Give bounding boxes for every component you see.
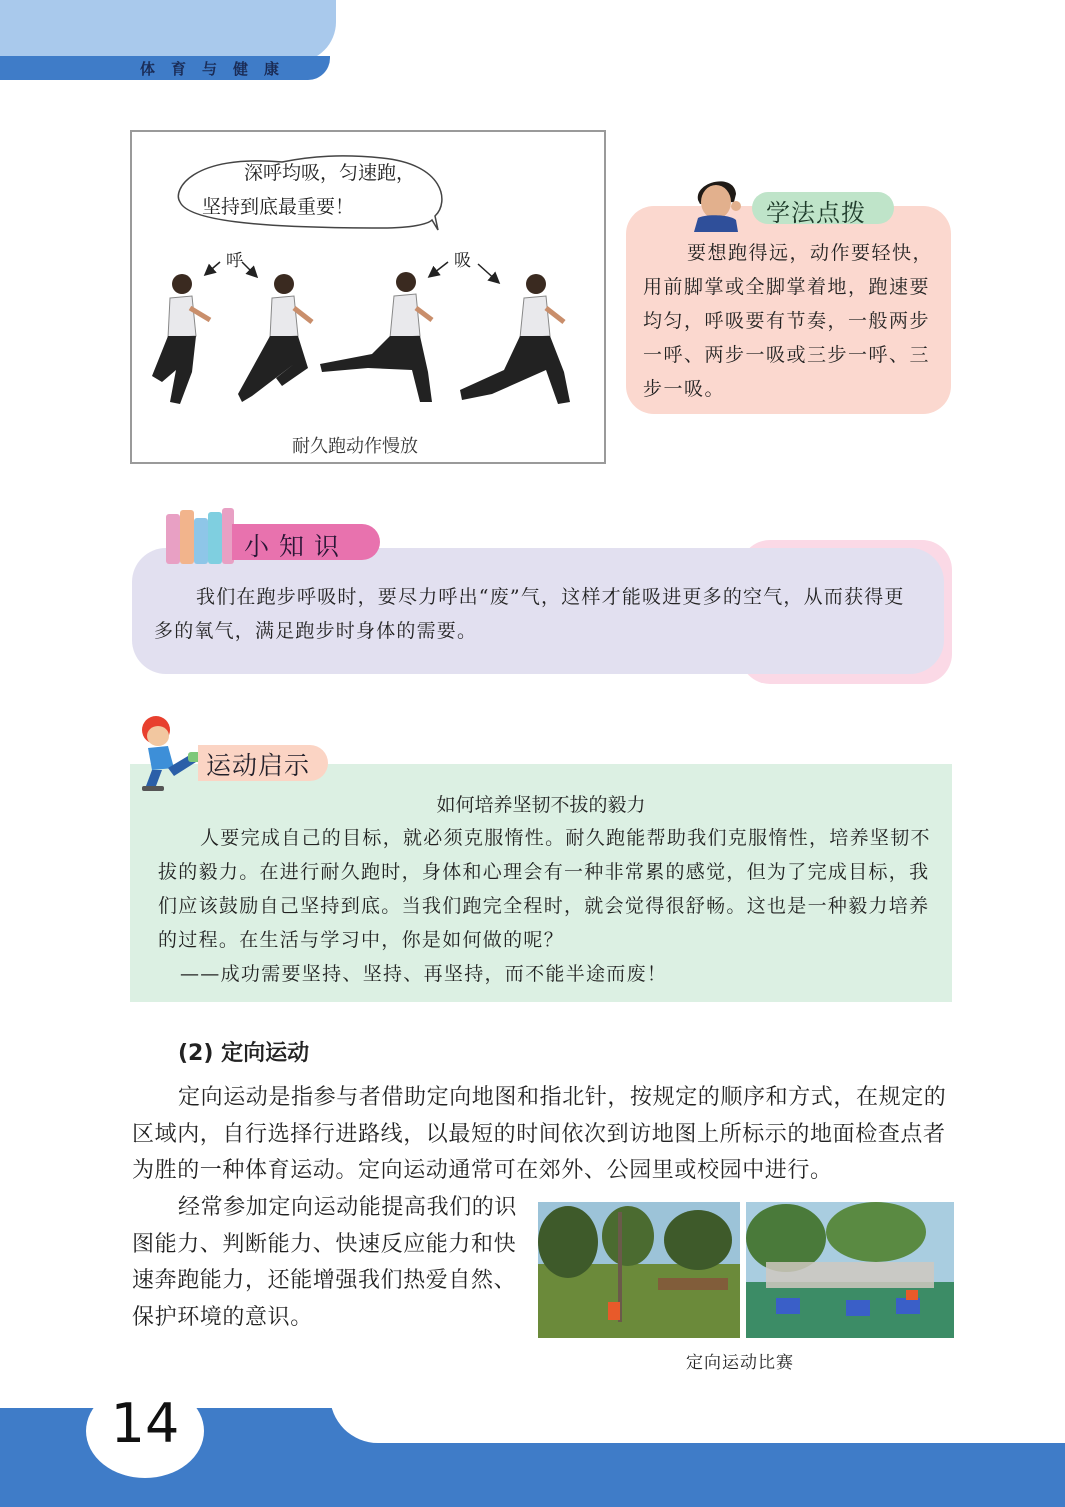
photo-caption: 定向运动比赛: [686, 1353, 794, 1373]
orienteering-paragraph-1: 定向运动是指参与者借助定向地图和指北针，按规定的顺序和方式，在规定的区域内，自行选择行进路线，以最短的时间依次到访地图上所标示的地面检查点者为胜的一种体育运动。定向运动通常可在郊外、公园里或校园中进行。: [132, 1085, 947, 1183]
motivation-text: [158, 821, 934, 991]
section-heading: (2) 定向运动: [178, 1041, 310, 1066]
speech-line-2: 坚持到底最重要！: [202, 196, 355, 218]
teacher-icon: [690, 166, 742, 232]
speech-line-1: 深呼均吸，匀速跑，: [244, 162, 416, 184]
runner-illustration: [132, 132, 604, 462]
running-figure: [130, 130, 606, 464]
motivation-quote: ——成功需要坚持、坚持、再坚持，而不能半途而废！: [180, 963, 668, 985]
footer-notch: [330, 1395, 1065, 1443]
motivation-title: 运动启示: [206, 751, 311, 780]
header-light-band: [0, 0, 336, 62]
inhale-label: 吸: [454, 251, 471, 271]
orienteering-photo-track: [746, 1202, 954, 1338]
orienteering-photo-park: [538, 1202, 740, 1338]
books-icon: [164, 506, 236, 564]
knowledge-title: 小知识: [244, 532, 350, 561]
knowledge-text: 我们在跑步呼吸时，要尽力呼出“废”气，这样才能吸进更多的空气，从而获得更多的氧气，满足跑步时身体的需要。: [154, 586, 905, 642]
motivation-paragraph: 人要完成自己的目标，就必须克服惰性。耐久跑能帮助我们克服惰性，培养坚韧不拔的毅力。在进行耐久跑时，身体和心理会有一种非常累的感觉，但为了完成目标，我们应该鼓励自己坚持到底。当我们跑完全程时，就会觉得很舒畅。这也是一种毅力培养的过程。在生活与学习中，你是如何做的呢？: [158, 827, 931, 951]
tip-text: 要想跑得远，动作要轻快，用前脚掌或全脚掌着地，跑速要均匀，呼吸要有节奏，一般两步一呼、两步一吸或三步一呼、三步一吸。: [643, 242, 934, 400]
page-number: 14: [110, 1392, 180, 1455]
motivation-heading: 如何培养坚韧不拔的毅力: [436, 794, 646, 816]
orienteering-paragraph-2: 经常参加定向运动能提高我们的识图能力、判断能力、快速反应能力和快速奔跑能力，还能增强我们热爱自然、保护环境的意识。: [132, 1195, 518, 1330]
figure-caption: 耐久跑动作慢放: [292, 436, 418, 457]
tip-title: 学法点拨: [766, 199, 866, 227]
subject-title: 体育与健康: [140, 60, 296, 78]
exhale-label: 呼: [226, 251, 243, 271]
